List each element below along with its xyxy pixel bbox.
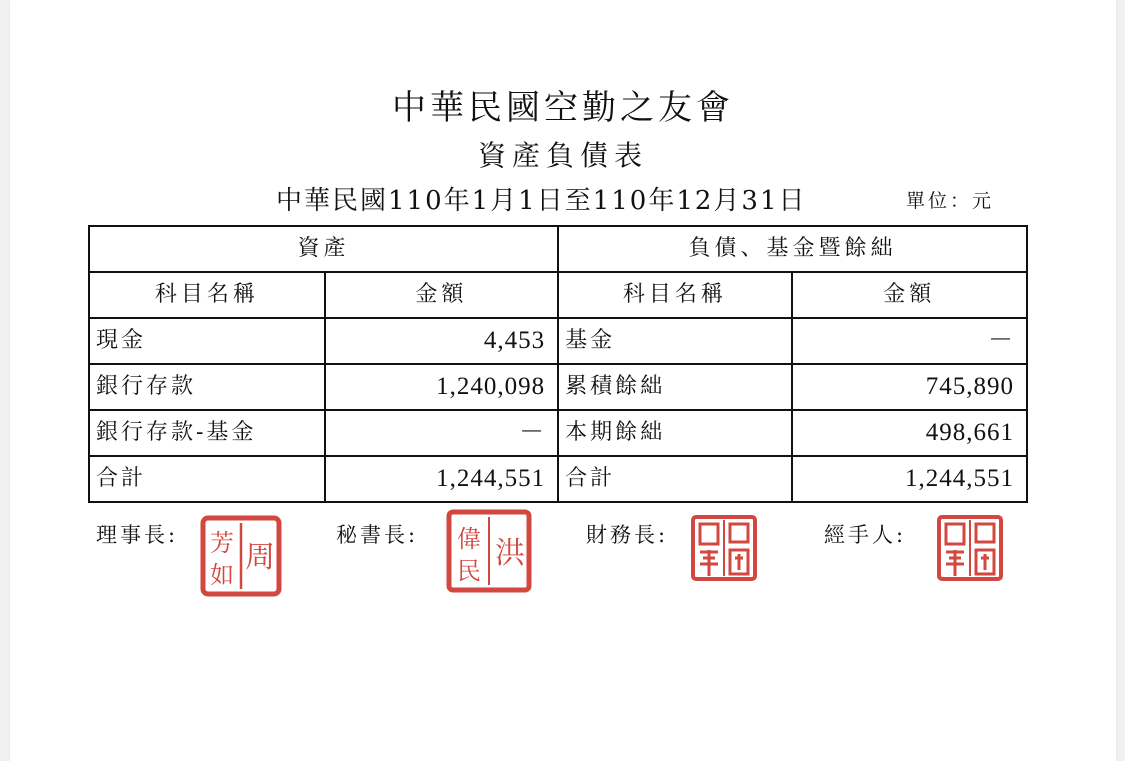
chairman-label: 理事長: xyxy=(96,523,179,547)
secretary-label: 秘書長: xyxy=(336,523,419,547)
currency-unit: 單位：元 xyxy=(906,190,995,212)
svg-text:如: 如 xyxy=(210,561,234,589)
asset-amount-cell: － xyxy=(325,410,558,456)
column-header-asset-amount: 金額 xyxy=(325,272,558,318)
handler-label: 經手人: xyxy=(824,523,907,547)
svg-text:民: 民 xyxy=(457,557,481,585)
section-header-row xyxy=(89,226,1027,272)
total-row xyxy=(89,456,1027,502)
document-title: 資產負債表 xyxy=(477,139,648,172)
balance-sheet-table xyxy=(88,225,1028,503)
liab-name-cell: 本期餘絀 xyxy=(558,410,791,456)
finance-director-seal xyxy=(690,514,758,582)
liab-amount-cell: 498,661 xyxy=(792,410,1027,456)
asset-amount-cell: 4,453 xyxy=(325,318,558,364)
liab-total-label: 合計 xyxy=(558,456,791,502)
liab-name-cell: 累積餘絀 xyxy=(558,364,791,410)
liab-amount-cell: 745,890 xyxy=(792,364,1027,410)
liab-total-amount: 1,244,551 xyxy=(792,456,1027,502)
finance-director-label: 財務長: xyxy=(586,523,669,547)
table-row xyxy=(89,318,1027,364)
asset-name-cell: 銀行存款 xyxy=(89,364,325,410)
table-row xyxy=(89,364,1027,410)
asset-amount-cell: 1,240,098 xyxy=(325,364,558,410)
reporting-period: 中華民國110年1月1日至110年12月31日 xyxy=(276,186,807,216)
assets-section-header: 資產 xyxy=(89,226,558,272)
asset-total-amount: 1,244,551 xyxy=(325,456,558,502)
column-header-liab-amount: 金額 xyxy=(792,272,1027,318)
liab-name-cell: 基金 xyxy=(558,318,791,364)
svg-text:洪: 洪 xyxy=(495,536,525,571)
column-header-asset-name: 科目名稱 xyxy=(89,272,325,318)
handler-seal xyxy=(936,514,1004,582)
asset-name-cell: 現金 xyxy=(89,318,325,364)
svg-text:芳: 芳 xyxy=(210,529,234,557)
organization-title: 中華民國空勤之友會 xyxy=(392,88,734,128)
asset-name-cell: 銀行存款-基金 xyxy=(89,410,325,456)
secretary-seal xyxy=(446,509,532,593)
svg-text:周: 周 xyxy=(245,540,275,575)
document-page xyxy=(10,0,1116,761)
liab-amount-cell: － xyxy=(792,318,1027,364)
liabilities-section-header: 負債、基金暨餘絀 xyxy=(558,226,1027,272)
svg-text:偉: 偉 xyxy=(457,525,481,553)
chairman-seal xyxy=(200,515,282,597)
column-header-row xyxy=(89,272,1027,318)
column-header-liab-name: 科目名稱 xyxy=(558,272,791,318)
asset-total-label: 合計 xyxy=(89,456,325,502)
table-row xyxy=(89,410,1027,456)
